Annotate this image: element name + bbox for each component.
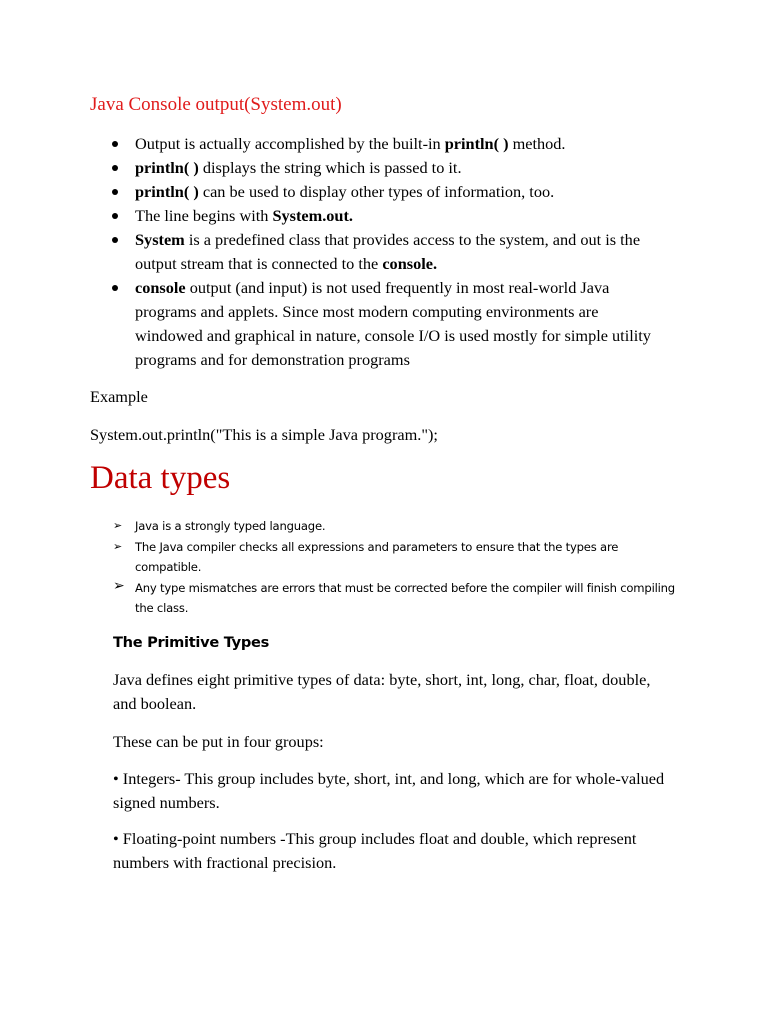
bullet-text: can be used to display other types of information, too. [198, 182, 555, 201]
bullet-dot-icon [112, 189, 118, 195]
arrow-bullet-icon: ➢ [113, 519, 123, 532]
bullet-item [90, 276, 670, 372]
bold-text: println( ) [444, 134, 509, 153]
arrow-list-item [113, 537, 683, 577]
paragraph: • Floating-point numbers -This group includes float and double, which represent numbers with fractional precision. [113, 829, 637, 872]
paragraph: • Integers- This group includes byte, short, int, and long, which are for whole-valued signed numbers. [113, 769, 665, 812]
bullet-dot-icon [112, 237, 118, 243]
example-code: System.out.println("This is a simple Java program."); [90, 425, 438, 444]
bullet-text: displays the string which is passed to it. [198, 158, 462, 177]
bullet-item [90, 204, 670, 228]
arrow-item-text: Any type mismatches are errors that must be corrected before the compiler will finish compiling the class. [135, 581, 675, 615]
arrow-item-text: Java is a strongly typed language. [135, 519, 326, 533]
section-title-data-types: Data types [90, 460, 231, 496]
arrow-bullet-icon: ➢ [113, 540, 123, 553]
bullet-item [90, 156, 670, 180]
bullet-text: Output is actually accomplished by the built-in [135, 134, 445, 153]
section-title-console-output: Java Console output(System.out) [90, 94, 342, 115]
arrow-list-item [113, 578, 683, 618]
bullet-item [90, 228, 670, 276]
bullet-dot-icon [112, 285, 118, 291]
paragraph: Java defines eight primitive types of data: byte, short, int, long, char, float, double, and boolean. [113, 670, 651, 713]
console-output-bullet-list [90, 132, 670, 372]
bullet-dot-icon [112, 141, 118, 147]
bullet-dot-icon [112, 165, 118, 171]
bold-text: System [135, 230, 185, 249]
primitive-types-heading: The Primitive Types [113, 634, 269, 651]
bullet-text: output (and input) is not used frequently in most real-world Java programs and applets. Since most modern computing environments are windowed and graphical in nature, console I/O is used mostly for simple utility programs and for demonstration programs [135, 278, 651, 369]
example-label: Example [90, 387, 148, 406]
bullet-text: method. [508, 134, 566, 153]
bold-text: System.out. [272, 206, 353, 225]
arrow-list-item [113, 516, 683, 536]
paragraph: These can be put in four groups: [113, 732, 324, 751]
bold-text: println( ) [135, 158, 199, 177]
bullet-item [90, 180, 670, 204]
bold-text: console [135, 278, 186, 297]
bullet-text: is a predefined class that provides access to the system, and out is the output stream that is connected to the [135, 230, 641, 273]
bullet-text: The line begins with [135, 206, 273, 225]
bold-text: println( ) [135, 182, 199, 201]
data-types-arrow-list [113, 516, 683, 619]
arrow-bullet-icon: ➢ [113, 578, 125, 594]
arrow-item-text: The Java compiler checks all expressions and parameters to ensure that the types are compatible. [135, 540, 619, 574]
bullet-dot-icon [112, 213, 118, 219]
bold-text: console. [382, 254, 438, 273]
bullet-item [90, 132, 670, 156]
